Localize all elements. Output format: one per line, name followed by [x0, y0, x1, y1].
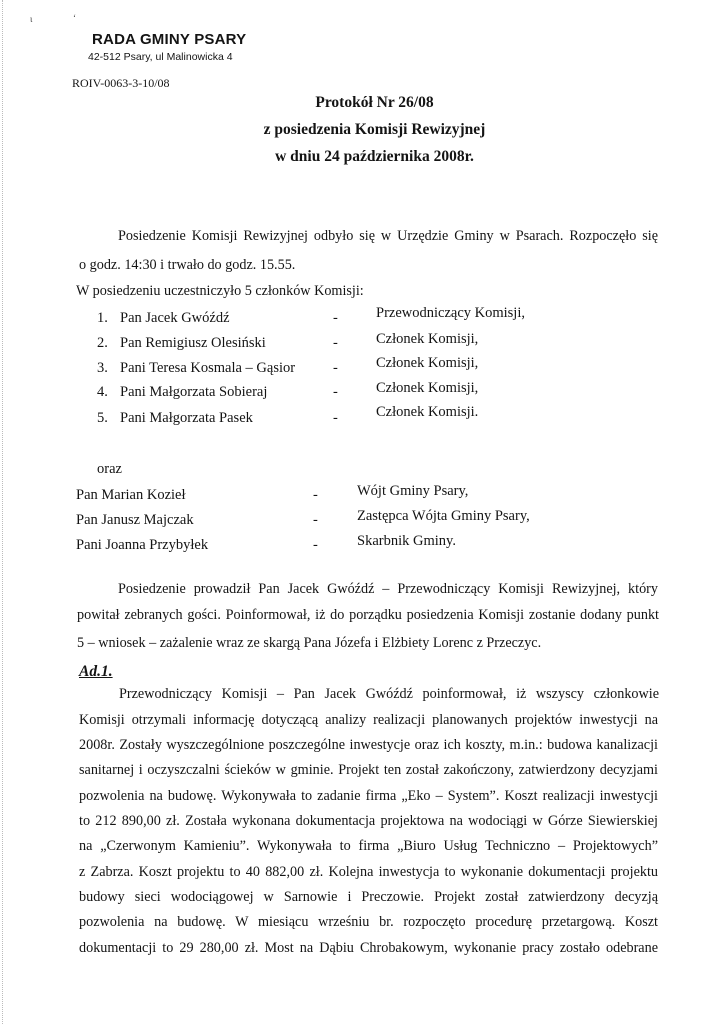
member-name: Pan Remigiusz Olesiński: [120, 335, 266, 351]
member-dash: -: [333, 410, 338, 426]
paragraph-line: Komisji otrzymali informację dotyczącą analizy realizacji planowanych projektów inwestycji na: [79, 712, 658, 728]
paragraph-line: 2008r. Zostały wyszczególnione poszczególne inwestycje oraz ich koszty, m.in.: budowa kanalizacji: [79, 737, 658, 753]
corner-mark-left: ι: [30, 14, 33, 24]
intro-line-1: Posiedzenie Komisji Rewizyjnej odbyło się w Urzędzie Gminy w Psarach. Rozpoczęło się: [118, 228, 658, 244]
intro-line-3: W posiedzeniu uczestniczyło 5 członków Komisji:: [76, 283, 364, 299]
document-reference: ROIV-0063-3-10/08: [72, 76, 170, 90]
member-dash: -: [333, 384, 338, 400]
member-number: 2.: [97, 335, 108, 351]
paragraph-line: dokumentacji to 29 280,00 zł. Most na Dąbiu Chrobakowym, wykonanie pracy zostało odebrane: [79, 940, 658, 956]
guest-name: Pan Janusz Majczak: [76, 512, 194, 528]
member-role: Członek Komisji,: [376, 355, 479, 371]
paragraph-line: pozwolenia na budowę. W miesiącu wrześniu br. rozpoczęto procedurę przetargową. Koszt: [79, 914, 658, 930]
guest-dash: -: [313, 537, 318, 553]
guest-dash: -: [313, 512, 318, 528]
paragraph-line: to 212 890,00 zł. Została wykonana dokumentacja projektowa na wodociągi w Górze Siewierskiej: [79, 813, 658, 829]
page-edge-line: [2, 0, 4, 1024]
corner-mark-right: ʻ: [73, 13, 76, 23]
council-address: 42-512 Psary, ul Malinowicka 4: [88, 51, 233, 63]
member-number: 4.: [97, 384, 108, 400]
member-number: 3.: [97, 360, 108, 376]
paragraph-line: pozwolenia na budowę. Wykonywała to zadanie firma „Eko – System”. Koszt realizacji inwestycji: [79, 788, 658, 804]
paragraph-line: na „Czerwonym Kamieniu”. Wykonywała to firma „Biuro Usług Techniczno – Projektowych”: [79, 838, 658, 854]
protocol-date: w dniu 24 października 2008r.: [275, 148, 474, 165]
paragraph-line: 5 – wniosek – zażalenie wraz ze skargą Pana Józefa i Elżbiety Lorenc z Przeczyc.: [77, 635, 542, 651]
guest-role: Skarbnik Gminy.: [357, 533, 456, 549]
member-number: 5.: [97, 410, 108, 426]
member-role: Członek Komisji,: [376, 380, 479, 396]
paragraph-line: Przewodniczący Komisji – Pan Jacek Gwóźdź poinformował, iż wszyscy członkowie: [119, 686, 659, 702]
guests-label: oraz: [97, 461, 122, 477]
member-dash: -: [333, 360, 338, 376]
member-name: Pani Małgorzata Sobieraj: [120, 384, 268, 400]
guest-role: Wójt Gminy Psary,: [357, 483, 469, 499]
guest-name: Pani Joanna Przybyłek: [76, 537, 209, 553]
paragraph-line: Posiedzenie prowadził Pan Jacek Gwóźdź – Przewodniczący Komisji Rewizyjnej, który: [118, 581, 658, 597]
paragraph-line: sanitarnej i oczyszczalni ścieków w gminie. Projekt ten został zakończony, zatwierdzony decyzjami: [79, 762, 658, 778]
paragraph-line: budowy sieci wodociągowej w Sarnowie i Preczowie. Projekt został zatwierdzony decyzją: [79, 889, 658, 905]
member-role: Członek Komisji.: [376, 404, 479, 420]
member-role: Przewodniczący Komisji,: [376, 305, 525, 321]
member-dash: -: [333, 310, 338, 326]
guest-name: Pan Marian Kozieł: [76, 487, 186, 503]
paragraph-line: z Zabrza. Koszt projektu to 40 882,00 zł. Kolejna inwestycja to wykonanie dokumentacji projektu: [79, 864, 658, 880]
guest-dash: -: [313, 487, 318, 503]
protocol-subject: z posiedzenia Komisji Rewizyjnej: [263, 121, 486, 138]
intro-line-2: o godz. 14:30 i trwało do godz. 15.55.: [79, 257, 296, 273]
member-name: Pani Teresa Kosmala – Gąsior: [120, 360, 296, 376]
member-role: Członek Komisji,: [376, 331, 479, 347]
member-name: Pani Małgorzata Pasek: [120, 410, 253, 426]
paragraph-line: powitał zebranych gości. Poinformował, iż do porządku posiedzenia Komisji zostanie dodany punkt: [77, 607, 659, 623]
member-name: Pan Jacek Gwóźdź: [120, 310, 230, 326]
member-number: 1.: [97, 310, 108, 326]
guest-role: Zastępca Wójta Gminy Psary,: [357, 508, 530, 524]
section-heading-ad1: Ad.1.: [79, 663, 113, 680]
member-dash: -: [333, 335, 338, 351]
council-name: RADA GMINY PSARY: [92, 31, 247, 48]
protocol-number: Protokół Nr 26/08: [315, 94, 434, 111]
